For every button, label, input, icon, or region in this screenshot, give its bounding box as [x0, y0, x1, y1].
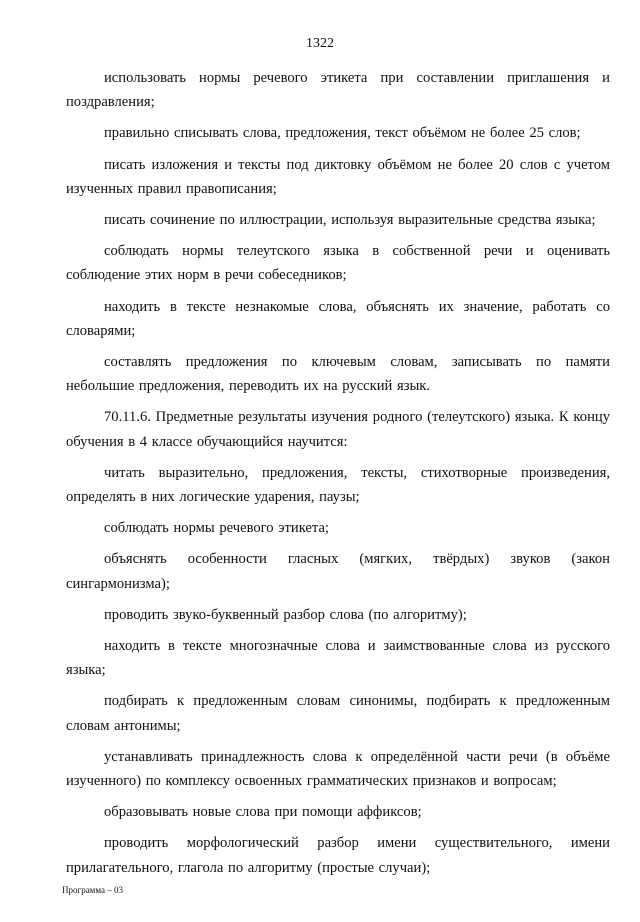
paragraph: использовать нормы речевого этикета при составлении приглашения и поздравления;: [66, 70, 610, 111]
document-body: [66, 66, 610, 887]
section-paragraph: 70.11.6. Предметные результаты изучения родного (телеутского) языка. К концу обучения в 4 классе обучающийся научится:: [66, 409, 610, 450]
paragraph: соблюдать нормы речевого этикета;: [104, 520, 329, 537]
paragraph: подбирать к предложенным словам синонимы, подбирать к предложенным словам антонимы;: [66, 693, 610, 734]
paragraph: писать сочинение по иллюстрации, используя выразительные средства языка;: [104, 212, 596, 229]
paragraph: писать изложения и тексты под диктовку объёмом не более 20 слов с учетом изученных правил правописания;: [66, 156, 610, 197]
paragraph: находить в тексте незнакомые слова, объяснять их значение, работать со словарями;: [66, 298, 610, 339]
paragraph: проводить морфологический разбор имени существительного, имени прилагательного, глагола по алгоритму (простые случаи);: [66, 835, 610, 876]
paragraph: соблюдать нормы телеутского языка в собственной речи и оценивать соблюдение этих норм в речи собеседников;: [66, 243, 610, 284]
paragraph: устанавливать принадлежность слова к определённой части речи (в объёме изученного) по комплексу освоенных грамматических признаков и вопросам;: [66, 748, 610, 790]
paragraph: проводить звуко-буквенный разбор слова (по алгоритму);: [104, 606, 467, 623]
page-footer: Программа – 03: [62, 885, 124, 895]
paragraph: составлять предложения по ключевым словам, записывать по памяти небольшие предложения, переводить их на русский язык.: [66, 354, 610, 395]
paragraph: правильно списывать слова, предложения, текст объёмом не более 25 слов;: [104, 125, 581, 142]
page-number: 1322: [306, 36, 334, 51]
paragraph: образовывать новые слова при помощи аффиксов;: [104, 804, 422, 821]
paragraph: находить в тексте многозначные слова и заимствованные слова из русского языка;: [66, 638, 610, 679]
paragraph: объяснять особенности гласных (мягких, твёрдых) звуков (закон сингармонизма);: [66, 551, 610, 592]
paragraph: читать выразительно, предложения, тексты, стихотворные произведения, определять в них логические ударения, паузы;: [66, 464, 610, 506]
